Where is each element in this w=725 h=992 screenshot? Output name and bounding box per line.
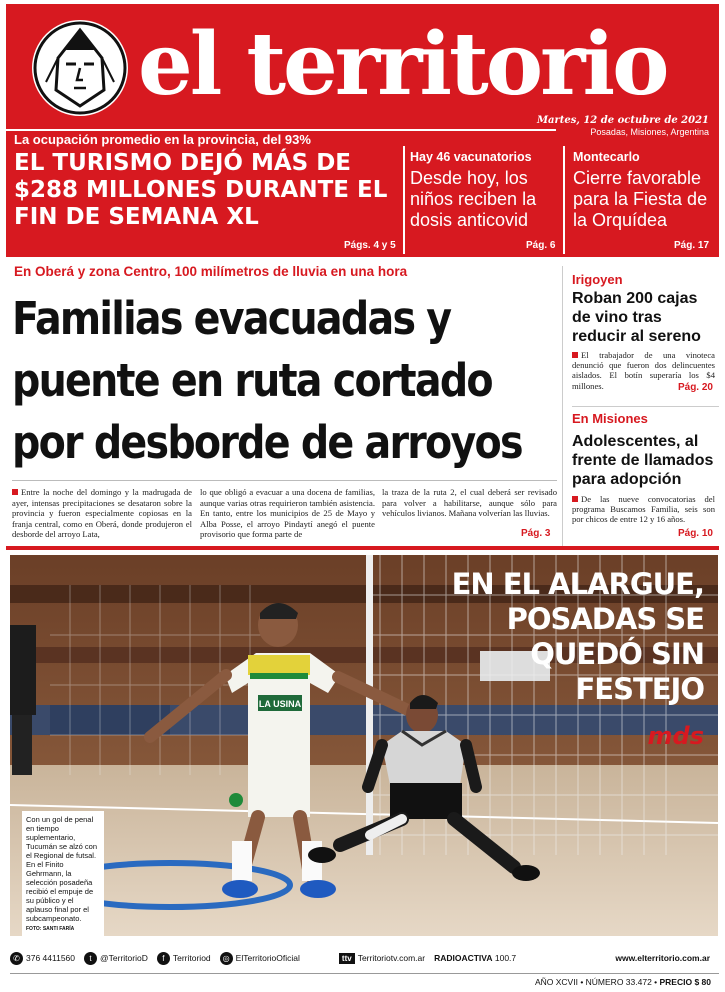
vaccine-page: Pág. 6 xyxy=(526,240,556,251)
whatsapp-icon: ✆ xyxy=(10,952,23,965)
sidebar-2-headline[interactable]: Adolescentes, al frente de llamados para adopción xyxy=(572,433,714,488)
sidebar-1-page: Pág. 20 xyxy=(677,382,713,393)
issue-number: NÚMERO 33.472 xyxy=(585,977,652,987)
newspaper-front-page xyxy=(6,4,719,988)
jersey-sponsor-text: LA USINA xyxy=(258,699,302,709)
lead-body-col-3 xyxy=(382,487,557,519)
issue-info: AÑO XCVII • NÚMERO 33.472 • PRECIO $ 80 xyxy=(534,977,711,987)
instagram-icon: ◎ xyxy=(220,952,233,965)
montecarlo-headline[interactable]: Cierre favorable para la Fiesta de la Orquídea xyxy=(573,168,708,230)
top-story-kicker: La ocupación promedio en la provincia, del 93% xyxy=(14,132,311,147)
whatsapp-number: 376 4411560 xyxy=(26,953,76,963)
footer-facebook[interactable] xyxy=(157,952,211,965)
lead-headline-line: Familias evacuadas y xyxy=(12,292,451,345)
instagram-handle: ElTerritorioOficial xyxy=(235,953,300,963)
sidebar-2-kicker: En Misiones xyxy=(572,411,648,426)
top-story-page: Págs. 4 y 5 xyxy=(344,240,396,251)
photo-headline-line: QUEDÓ SIN xyxy=(530,637,704,671)
lead-body-col-2 xyxy=(200,487,375,540)
brand-title: el territorio xyxy=(138,14,667,115)
lead-body-text: lo que obligó a evacuar a una docena de familias, aunque varias otras requirieron también asistencia. En tanto, entre los municipios de 25 de Mayo y Alba Posse, el arroyo Pindaytí anegó el puente provisorio que forma parte de xyxy=(200,487,375,539)
radio-name: RADIOACTIVA xyxy=(434,953,493,963)
footer-instagram[interactable] xyxy=(220,952,300,965)
sports-photo xyxy=(10,555,718,936)
lead-headline[interactable] xyxy=(12,288,522,474)
lead-headline-line: puente en ruta cortado xyxy=(12,354,492,407)
masthead-divider xyxy=(6,129,556,131)
footer-tv[interactable] xyxy=(339,953,425,964)
radio-frequency: 100.7 xyxy=(494,953,517,963)
tv-url: Territoriotv.com.ar xyxy=(357,953,426,963)
footer-whatsapp[interactable] xyxy=(10,952,75,965)
sidebar-1-body-text: El trabajador de una vinoteca denunció que fueron dos delincuentes aislados. El botín superaría los $4 millones. xyxy=(572,350,715,391)
vaccine-kicker: Hay 46 vacunatorios xyxy=(410,150,532,164)
sidebar-2-body xyxy=(572,494,715,525)
twitter-handle: @TerritorioD xyxy=(100,953,148,963)
photo-caption xyxy=(22,811,104,936)
bullet-square-icon xyxy=(12,489,18,495)
issue-price: PRECIO $ 80 xyxy=(659,977,711,987)
dateline xyxy=(537,115,709,137)
sidebar-divider xyxy=(562,266,563,546)
photo-credit: FOTO: SANTI FARÍA xyxy=(26,926,75,932)
footer-website[interactable]: www.elterritorio.com.ar xyxy=(615,953,710,963)
logo-icon xyxy=(32,20,128,116)
tv-icon: ttv xyxy=(339,953,355,964)
sidebar-2-page: Pág. 10 xyxy=(677,528,713,539)
lead-page: Pág. 3 xyxy=(521,528,551,539)
footer-radio[interactable] xyxy=(434,953,516,963)
photo-caption-text: Con un gol de penal en tiempo suplementario, Tucumán se alzó con el Regional de futsal. En el Finito Gehrmann, la selección posadeña recibió el empuje de su público y el aplauso final por el subcampeonato. xyxy=(26,815,98,923)
mds-logo: mds xyxy=(647,722,704,750)
sidebar-1-kicker: Irigoyen xyxy=(572,272,623,287)
issue-date: Martes, 12 de octubre de 2021 xyxy=(536,115,709,126)
sidebar-divider xyxy=(572,406,719,407)
masthead xyxy=(6,4,719,257)
facebook-icon: f xyxy=(157,952,170,965)
column-divider xyxy=(563,146,565,254)
photo-headline-line: FESTEJO xyxy=(575,672,704,706)
lead-body-text: la traza de la ruta 2, el cual deberá ser revisado para volver a habilitarse, aunque sólo para vehículos livianos. Mañana volverían las lluvias. xyxy=(382,487,557,518)
facebook-handle: Territoriod xyxy=(172,953,211,963)
lead-headline-line: por desborde de arroyos xyxy=(12,416,522,469)
twitter-icon: t xyxy=(84,952,97,965)
sidebar-2-body-text: De las nueve convocatorias del programa Buscamos Familia, seis son por chicos de entre 12 y 16 años. xyxy=(572,494,715,525)
footer-divider xyxy=(10,973,719,974)
sidebar-1-headline[interactable]: Roban 200 cajas de vino tras reducir al sereno xyxy=(572,290,701,345)
bullet-square-icon xyxy=(572,352,578,358)
montecarlo-kicker: Montecarlo xyxy=(573,150,640,164)
montecarlo-page: Pág. 17 xyxy=(674,240,710,251)
photo-headline-line: POSADAS SE xyxy=(506,602,704,636)
footer-bar xyxy=(10,947,719,969)
photo-headline[interactable] xyxy=(424,567,704,707)
issue-place: Posadas, Misiones, Argentina xyxy=(590,127,709,137)
top-story-headline[interactable]: EL TURISMO DEJÓ MÁS DE $288 MILLONES DURANTE EL FIN DE SEMANA XL xyxy=(14,150,388,230)
vaccine-headline[interactable]: Desde hoy, los niños reciben la dosis anticovid xyxy=(410,168,537,230)
bullet-square-icon xyxy=(572,496,578,502)
lead-divider xyxy=(12,480,557,481)
lead-kicker: En Oberá y zona Centro, 100 milímetros de lluvia en una hora xyxy=(14,264,408,279)
section-divider xyxy=(6,546,719,550)
footer-twitter[interactable] xyxy=(84,952,148,965)
column-divider xyxy=(403,146,405,254)
lead-body-text: Entre la noche del domingo y la madrugada de ayer, intensas precipitaciones se desataron sobre la provincia y fueron especialmente copiosas en la franja central, como en Oberá, donde produjeron el desborde del arroyo Lata, xyxy=(12,487,192,539)
lead-body-col-1 xyxy=(12,487,192,540)
issue-year: AÑO XCVII xyxy=(534,977,578,987)
photo-headline-line: EN EL ALARGUE, xyxy=(451,567,704,601)
